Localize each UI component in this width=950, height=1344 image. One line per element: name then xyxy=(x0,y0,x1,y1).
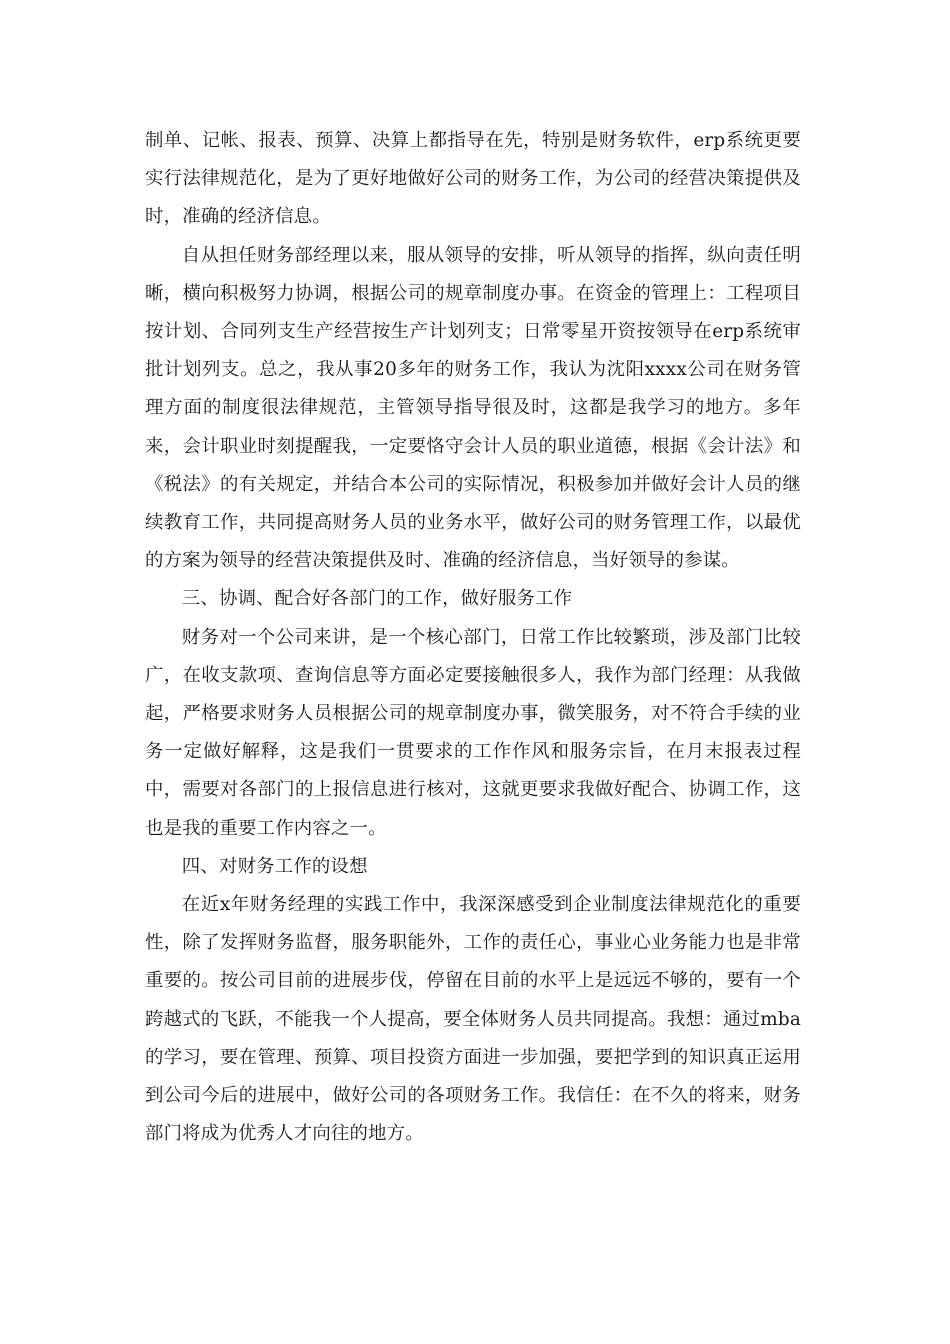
section-heading-outlook: 四、对财务工作的设想 xyxy=(181,855,368,877)
paragraph-coordination: 财务对一个公司来讲，是一个核心部门，日常工作比较繁琐，涉及部门比较广，在收支款项、查询信息等方面必定要接触很多人，我作为部门经理：从我做起，严格要求财务人员根据公司的规章制度办事，微笑服务，对不符合手续的业务一定做好解释，这是我们一贯要求的工作作风和服务宗旨，在月末报表过程中，需要对各部门的上报信息进行核对，这就更要求我做好配合、协调工作，这也是我的重要工作内容之一。 xyxy=(145,626,801,839)
paragraph-outlook: 在近x年财务经理的实践工作中，我深深感受到企业制度法律规范化的重要性，除了发挥财务监督，服务职能外，工作的责任心，事业心业务能力也是非常重要的。按公司目前的进展步伐，停留在目前的水平上是远远不够的，要有一个跨越式的飞跃，不能我一个人提高，要全体财务人员共同提高。我想：通过mba的学习，要在管理、预算、项目投资方面进一步加强，要把学到的知识真正运用到公司今后的进展中，做好公司的各项财务工作。我信任：在不久的将来，财务部门将成为优秀人才向往的地方。 xyxy=(145,894,801,1145)
paragraph-continuation: 制单、记帐、报表、预算、决算上都指导在先，特别是财务软件，erp系统更要实行法律规范化，是为了更好地做好公司的财务工作，为公司的经营决策提供及时，准确的经济信息。 xyxy=(145,130,801,228)
document-body xyxy=(145,122,801,1153)
paragraph-management-duties: 自从担任财务部经理以来，服从领导的安排，听从领导的指挥，纵向责任明晰，横向积极努力协调，根据公司的规章制度办事。在资金的管理上：工程项目按计划、合同列支生产经营按生产计划列支；日常零星开资按领导在erp系统审批计划列支。总之，我从事20多年的财务工作，我认为沈阳xxxx公司在财务管理方面的制度很法律规范，主管领导指导很及时，这都是我学习的地方。多年来，会计职业时刻提醒我，一定要恪守会计人员的职业道德，根据《会计法》和《税法》的有关规定，并结合本公司的实际情况，积极参加并做好会计人员的继续教育工作，共同提高财务人员的业务水平，做好公司的财务管理工作，以最优的方案为领导的经营决策提供及时、准确的经济信息，当好领导的参谋。 xyxy=(145,244,801,572)
section-heading-coordination: 三、协调、配合好各部门的工作，做好服务工作 xyxy=(181,588,573,610)
